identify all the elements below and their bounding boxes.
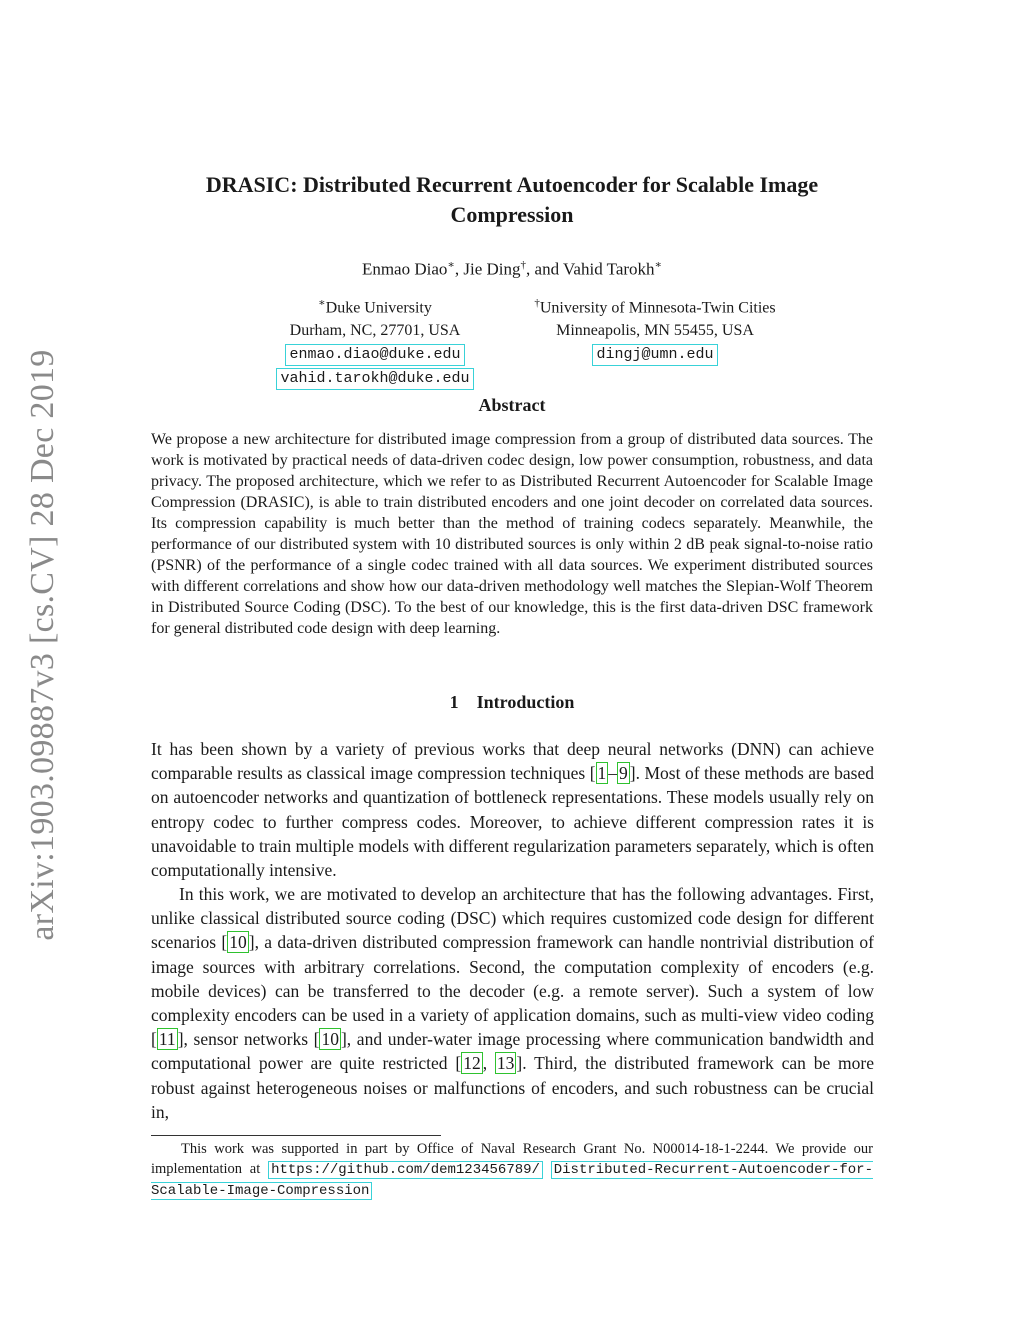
footnote-rule [151,1135,441,1136]
author-2-mark: † [520,259,527,271]
affiliation-mark: ∗ [318,297,326,309]
section-number: 1 [449,692,459,712]
author-2: Jie Ding [463,259,521,279]
intro-paragraph-2 [151,882,874,1124]
section-title: Introduction [476,692,575,712]
author-separator: , and [526,259,564,279]
paragraph-text: ], a data-driven distributed compression framework can handle nontrivial distribution of image sources with arbitrary correlations. Second, the computation complexity of encoders (e.g. mobile devices) can be transferred to the decoder (e.g. a remote server). Such a system of low complexity encoders can be used in a variety of application domains, such as multi-view video coding [ [151,932,874,1050]
citation-link[interactable]: 11 [158,1029,176,1050]
paper-title [150,170,874,230]
email-link[interactable]: dingj@umn.edu [592,344,717,366]
paragraph-text: ]. Most of these methods are based on autoencoder networks and quantization of bottleneck representations. These models usually rely on entropy codec to further compress codes. Moreover, to achieve different compression rates it is unavoidable to train multiple models with different regularization parameters separately, which is often computationally intensive. [151,763,874,881]
paragraph-text: ], and under-water image processing where communication bandwidth and computational power are quite restricted [ [151,1029,874,1074]
institution-address: Minneapolis, MN 55455, USA [556,322,754,340]
author-3-mark: ∗ [654,259,663,271]
author-list [150,258,874,280]
arxiv-identifier: arXiv:1903.09887v3 [cs.CV] 28 Dec 2019 [24,349,61,941]
arxiv-side-stamp [18,350,68,940]
citation-link[interactable]: 13 [496,1053,515,1074]
paragraph-text: ]. Third, the distributed framework can be more robust against heterogeneous noises or malfunctions of encoders, and such robustness can be crucial in, [151,1053,875,1122]
section-heading [150,692,874,713]
paragraph-text: , [482,1053,495,1074]
institution-name: Duke University [325,299,432,317]
author-separator: , [454,259,464,279]
abstract-text: We propose a new architecture for distributed image compression from a group of distributed data sources. The work is motivated by practical needs of data-driven codec design, low power consumption, robustness, and data privacy. The proposed architecture, which we refer to as Distributed Recurrent Autoencoder for Scalable Image Compression (DRASIC), is able to train distributed encoders and one joint decoder on correlated data sources. Its compression capability is much better than the method of training codecs separately. Meanwhile, the performance of our distributed system with 10 distributed sources is only within 2 dB peak signal-to-noise ratio (PSNR) of the performance of a single codec trained with all data sources. We experiment distributed sources with different correlations and show how our data-driven methodology well matches the Slepian-Wolf Theorem in Distributed Source Coding (DSC). To the best of our knowledge, this is the first data-driven DSC framework for general distributed code design with deep learning. [151,431,873,637]
affiliation-umn [500,292,810,366]
paragraph-text: It has been shown by a variety of previous works that deep neural networks (DNN) can achieve comparable results as classical image compression techniques [ [151,739,874,784]
author-3: Vahid Tarokh [563,259,655,279]
affiliation-mark: † [534,297,540,309]
institution-name: University of Minnesota-Twin Cities [539,299,776,317]
author-1-mark: ∗ [447,259,455,271]
institution-address: Durham, NC, 27701, USA [289,322,461,340]
footnote-text: This work was supported in part by Office of Naval Research Grant No. N00014-18-1-2244. We provide our implementation at [151,1141,873,1177]
citation-link[interactable]: 12 [463,1053,481,1074]
intro-paragraph-1 [151,737,874,882]
citation-link[interactable]: 9 [619,763,628,784]
citation-link[interactable]: 10 [229,932,247,953]
footnote [151,1139,873,1201]
paragraph-text: ], sensor networks [ [177,1029,320,1050]
email-link[interactable]: enmao.diao@duke.edu [285,344,464,366]
paragraph-text: – [608,763,618,784]
author-1: Enmao Diao [361,259,448,279]
title-line-1: DRASIC: Distributed Recurrent Autoencoder for Scalable Image [205,172,819,197]
abstract-heading: Abstract [478,395,546,415]
affiliation-duke [250,292,500,390]
title-line-2: Compression [450,202,574,227]
citation-link[interactable]: 1 [597,763,607,784]
citation-link[interactable]: 10 [321,1029,339,1050]
github-url-link-continued[interactable]: Distributed-Recurrent-Autoencoder-for-Scalable-Image-Compression [151,1162,873,1199]
github-url-link[interactable]: https://github.com/dem123456789/ [268,1161,543,1179]
paragraph-text: In this work, we are motivated to develop an architecture that has the following advantages. First, unlike classical distributed source coding (DSC) which requires customized code design for different scenarios [ [151,884,874,953]
email-link[interactable]: vahid.tarokh@duke.edu [276,368,473,390]
